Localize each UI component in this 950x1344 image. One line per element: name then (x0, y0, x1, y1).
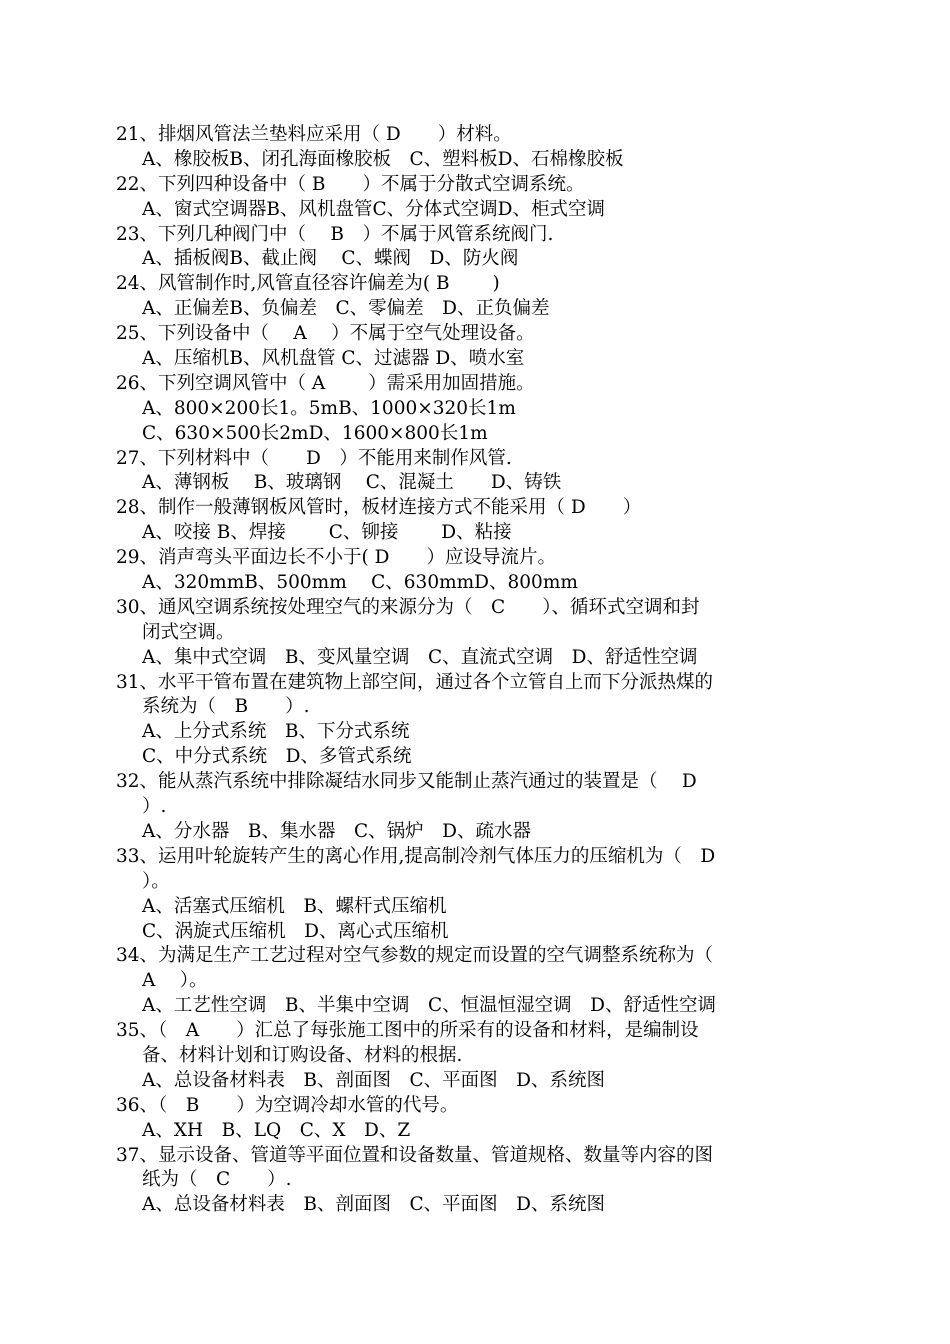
question-options: C、630×500长2mD、1600×800长1m (142, 422, 488, 444)
question-text: 36、（ B ）为空调冷却水管的代号。 (116, 1094, 459, 1116)
question-22 (116, 173, 846, 223)
question-23 (116, 223, 846, 273)
question-options: A、XH B、LQ C、X D、Z (142, 1119, 411, 1141)
question-text: 22、下列四种设备中（ B ）不属于分散式空调系统。 (116, 173, 585, 195)
question-options: A、咬接 B、焊接 C、铆接 D、粘接 (142, 522, 512, 544)
question-text-continued: A ）。 (142, 970, 208, 992)
question-27 (116, 447, 846, 497)
question-text: 29、消声弯头平面边长不小于( D ）应设导流片。 (116, 547, 556, 569)
question-text: 21、排烟风管法兰垫料应采用（ D ）材料。 (116, 124, 512, 145)
question-26 (116, 372, 846, 447)
question-text: 31、水平干管布置在建筑物上部空间，通过各个立管自上而下分派热煤的 (116, 671, 714, 693)
question-text: 23、下列几种阀门中（ B ）不属于风管系统阀门. (116, 223, 554, 245)
question-24 (116, 272, 846, 322)
question-text: 27、下列材料中（ D ）不能用来制作风管. (116, 447, 512, 469)
document-page (116, 123, 846, 1218)
question-text: 25、下列设备中（ A ）不属于空气处理设备。 (116, 323, 535, 345)
question-text-continued: 闭式空调。 (142, 621, 235, 643)
question-text-continued: 备、材料计划和订购设备、材料的根据. (142, 1044, 463, 1066)
question-options: C、涡旋式压缩机 D、离心式压缩机 (142, 920, 449, 942)
question-text: 35、（ A ）汇总了每张施工图中的所采有的设备和材料，是编制设 (116, 1020, 699, 1042)
question-options: A、总设备材料表 B、剖面图 C、平面图 D、系统图 (142, 1069, 605, 1091)
question-text: 33、运用叶轮旋转产生的离心作用,提高制冷剂气体压力的压缩机为（ D (116, 845, 716, 867)
question-text: 30、通风空调系统按处理空气的来源分为（ C ）、循环式空调和封 (116, 596, 700, 618)
question-text: 37、显示设备、管道等平面位置和设备数量、管道规格、数量等内容的图 (116, 1144, 714, 1166)
question-options: C、中分式系统 D、多管式系统 (142, 746, 412, 768)
question-text: 24、风管制作时,风管直径容许偏差为( B ) (116, 273, 500, 295)
question-37 (116, 1144, 846, 1219)
question-33 (116, 845, 846, 945)
question-text-continued: ）. (142, 796, 167, 818)
question-text-continued: ）。 (142, 870, 170, 892)
question-25 (116, 322, 846, 372)
question-text: 26、下列空调风管中（ A ）需采用加固措施。 (116, 372, 535, 394)
question-text: 28、制作一般薄钢板风管时，板材连接方式不能采用（ D ） (116, 497, 642, 519)
question-options: A、320mmB、500mm C、630mmD、800mm (142, 572, 578, 594)
question-text-continued: 纸为（ C ）. (142, 1169, 292, 1191)
question-text: 32、能从蒸汽系统中排除凝结水同步又能制止蒸汽通过的装置是（ D (116, 771, 697, 793)
question-options: A、薄钢板 B、玻璃钢 C、混凝土 D、铸铁 (142, 472, 562, 494)
question-35 (116, 1019, 846, 1094)
question-36 (116, 1094, 846, 1144)
question-30 (116, 596, 846, 671)
question-options: A、800×200长1。5mB、1000×320长1m (142, 397, 516, 419)
question-options: A、插板阀B、截止阀 C、蝶阀 D、防火阀 (142, 248, 519, 270)
question-options: A、压缩机B、风机盘管 C、过滤器 D、喷水室 (142, 348, 525, 370)
question-options: A、工艺性空调 B、半集中空调 C、恒温恒湿空调 D、舒适性空调 (142, 995, 716, 1017)
question-options: A、总设备材料表 B、剖面图 C、平面图 D、系统图 (142, 1194, 605, 1216)
question-options: A、橡胶板B、闭孔海面橡胶板 C、塑料板D、石棉橡胶板 (142, 148, 624, 170)
question-options: A、集中式空调 B、变风量空调 C、直流式空调 D、舒适性空调 (142, 646, 698, 668)
question-options: A、上分式系统 B、下分式系统 (142, 721, 410, 743)
question-options: A、分水器 B、集水器 C、锅炉 D、疏水器 (142, 820, 531, 842)
question-options: A、正偏差B、负偏差 C、零偏差 D、正负偏差 (142, 298, 550, 320)
question-text: 34、为满足生产工艺过程对空气参数的规定而设置的空气调整系统称为（ (116, 945, 714, 967)
question-options: A、窗式空调器B、风机盘管C、分体式空调D、柜式空调 (142, 198, 605, 220)
question-31 (116, 671, 846, 771)
question-options: A、活塞式压缩机 B、螺杆式压缩机 (142, 895, 447, 917)
question-32 (116, 770, 846, 845)
question-text-continued: 系统为（ B ）. (142, 696, 310, 718)
question-21 (116, 123, 846, 173)
question-29 (116, 546, 846, 596)
question-28 (116, 496, 846, 546)
question-34 (116, 944, 846, 1019)
